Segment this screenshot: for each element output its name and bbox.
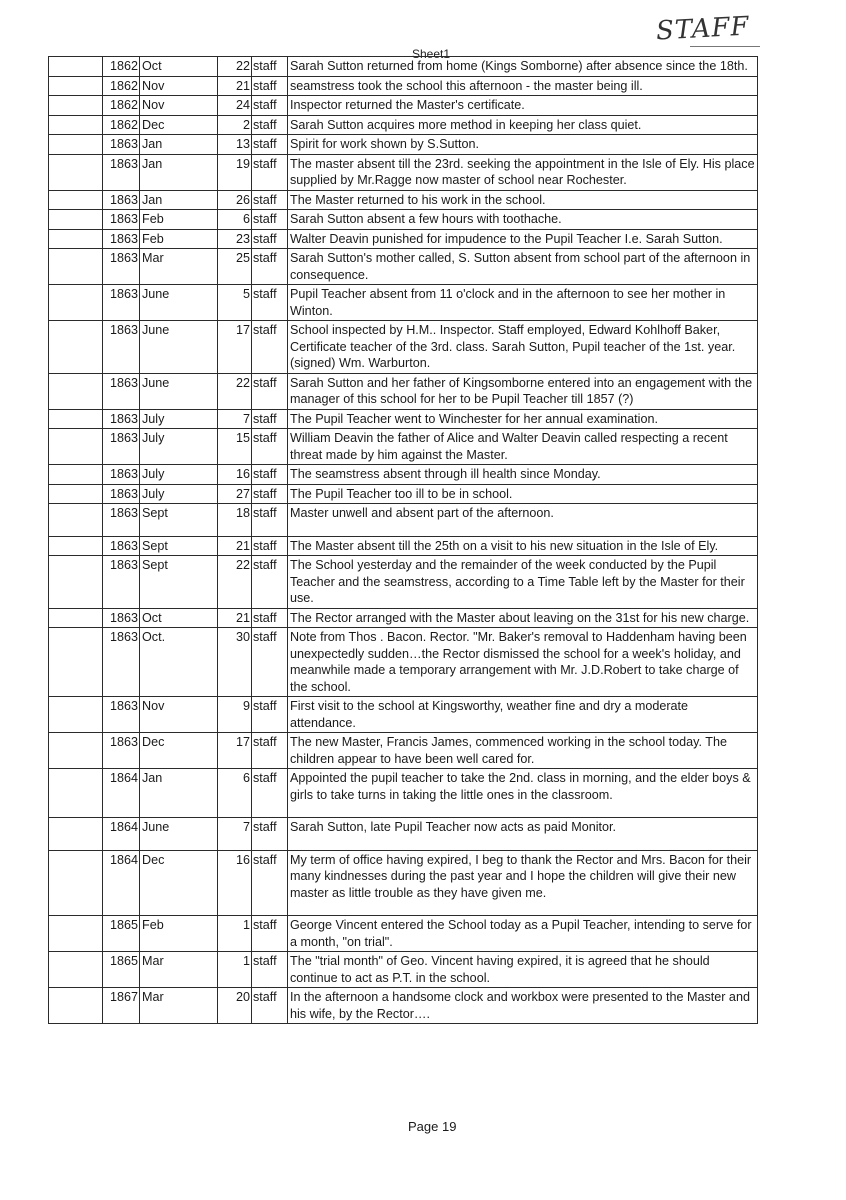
entry-cell: The Master returned to his work in the school.	[288, 190, 758, 210]
blank-cell	[49, 76, 103, 96]
table-row	[49, 409, 758, 429]
day-cell: 6	[218, 210, 252, 230]
table-row	[49, 818, 758, 851]
month-cell: Sept	[140, 556, 218, 609]
year-cell: 1863	[103, 733, 140, 769]
entry-cell: George Vincent entered the School today as a Pupil Teacher, intending to serve for a month, "on trial".	[288, 916, 758, 952]
day-cell: 1	[218, 916, 252, 952]
day-cell: 22	[218, 57, 252, 77]
entry-cell: In the afternoon a handsome clock and workbox were presented to the Master and his wife, by the Rector….	[288, 988, 758, 1024]
table-row	[49, 628, 758, 697]
year-cell: 1862	[103, 76, 140, 96]
blank-cell	[49, 536, 103, 556]
table-row	[49, 115, 758, 135]
day-cell: 7	[218, 409, 252, 429]
blank-cell	[49, 465, 103, 485]
table-row	[49, 210, 758, 230]
blank-cell	[49, 769, 103, 818]
year-cell: 1863	[103, 135, 140, 155]
day-cell: 9	[218, 697, 252, 733]
table-row	[49, 96, 758, 116]
year-cell: 1862	[103, 115, 140, 135]
table-row	[49, 556, 758, 609]
handwritten-staff-tag: STAFF	[655, 11, 751, 47]
month-cell: June	[140, 285, 218, 321]
day-cell: 7	[218, 818, 252, 851]
year-cell: 1863	[103, 484, 140, 504]
category-cell: staff	[252, 96, 288, 116]
entry-cell: The Rector arranged with the Master about leaving on the 31st for his new charge.	[288, 608, 758, 628]
entry-cell: First visit to the school at Kingsworthy, weather fine and dry a moderate attendance.	[288, 697, 758, 733]
page-number: Page 19	[408, 1119, 457, 1134]
blank-cell	[49, 429, 103, 465]
year-cell: 1863	[103, 504, 140, 537]
month-cell: July	[140, 484, 218, 504]
entry-cell: Spirit for work shown by S.Sutton.	[288, 135, 758, 155]
sheet-label: Sheet1	[412, 47, 451, 61]
day-cell: 27	[218, 484, 252, 504]
year-cell: 1863	[103, 229, 140, 249]
entry-cell: seamstress took the school this afternoon - the master being ill.	[288, 76, 758, 96]
day-cell: 19	[218, 154, 252, 190]
entry-cell: My term of office having expired, I beg to thank the Rector and Mrs. Bacon for their many kindnesses during the past year and I hope the children will give their new master as little trouble as they have given me.	[288, 850, 758, 916]
year-cell: 1863	[103, 249, 140, 285]
category-cell: staff	[252, 115, 288, 135]
category-cell: staff	[252, 76, 288, 96]
month-cell: July	[140, 429, 218, 465]
table-row	[49, 135, 758, 155]
category-cell: staff	[252, 850, 288, 916]
category-cell: staff	[252, 556, 288, 609]
entry-cell: Walter Deavin punished for impudence to the Pupil Teacher I.e. Sarah Sutton.	[288, 229, 758, 249]
category-cell: staff	[252, 818, 288, 851]
category-cell: staff	[252, 628, 288, 697]
blank-cell	[49, 210, 103, 230]
blank-cell	[49, 96, 103, 116]
day-cell: 1	[218, 952, 252, 988]
log-table	[48, 56, 758, 1024]
day-cell: 5	[218, 285, 252, 321]
blank-cell	[49, 229, 103, 249]
year-cell: 1863	[103, 465, 140, 485]
entry-cell: Sarah Sutton and her father of Kingsomborne entered into an engagement with the manager of this school for her to be Pupil Teacher till 1857 (?)	[288, 373, 758, 409]
year-cell: 1863	[103, 556, 140, 609]
day-cell: 21	[218, 536, 252, 556]
day-cell: 15	[218, 429, 252, 465]
table-row	[49, 373, 758, 409]
year-cell: 1863	[103, 628, 140, 697]
month-cell: Oct.	[140, 628, 218, 697]
entry-cell: The Pupil Teacher went to Winchester for her annual examination.	[288, 409, 758, 429]
month-cell: Feb	[140, 229, 218, 249]
table-row	[49, 769, 758, 818]
category-cell: staff	[252, 57, 288, 77]
category-cell: staff	[252, 952, 288, 988]
blank-cell	[49, 850, 103, 916]
entry-cell: The "trial month" of Geo. Vincent having expired, it is agreed that he should continue to act as P.T. in the school.	[288, 952, 758, 988]
category-cell: staff	[252, 536, 288, 556]
table-row	[49, 57, 758, 77]
entry-cell: Inspector returned the Master's certificate.	[288, 96, 758, 116]
table-row	[49, 916, 758, 952]
category-cell: staff	[252, 504, 288, 537]
category-cell: staff	[252, 988, 288, 1024]
entry-cell: Sarah Sutton absent a few hours with toothache.	[288, 210, 758, 230]
category-cell: staff	[252, 484, 288, 504]
handwritten-underline	[690, 46, 760, 47]
blank-cell	[49, 504, 103, 537]
year-cell: 1867	[103, 988, 140, 1024]
blank-cell	[49, 818, 103, 851]
month-cell: Mar	[140, 952, 218, 988]
blank-cell	[49, 628, 103, 697]
table-row	[49, 285, 758, 321]
table-row	[49, 229, 758, 249]
category-cell: staff	[252, 249, 288, 285]
month-cell: Feb	[140, 916, 218, 952]
category-cell: staff	[252, 285, 288, 321]
category-cell: staff	[252, 190, 288, 210]
entry-cell: Sarah Sutton's mother called, S. Sutton absent from school part of the afternoon in consequence.	[288, 249, 758, 285]
table-row	[49, 608, 758, 628]
blank-cell	[49, 916, 103, 952]
entry-cell: The Master absent till the 25th on a visit to his new situation in the Isle of Ely.	[288, 536, 758, 556]
year-cell: 1863	[103, 210, 140, 230]
year-cell: 1864	[103, 769, 140, 818]
year-cell: 1863	[103, 697, 140, 733]
year-cell: 1863	[103, 536, 140, 556]
category-cell: staff	[252, 210, 288, 230]
entry-cell: School inspected by H.M.. Inspector. Staff employed, Edward Kohlhoff Baker, Certificate teacher of the 3rd. class. Sarah Sutton, Pupil teacher of the 1st. year. (signed) Wm. Warburton.	[288, 321, 758, 374]
month-cell: July	[140, 465, 218, 485]
entry-cell: Sarah Sutton acquires more method in keeping her class quiet.	[288, 115, 758, 135]
blank-cell	[49, 556, 103, 609]
entry-cell: Note from Thos . Bacon. Rector. "Mr. Baker's removal to Haddenham having been unexpectedly sudden…the Rector dismissed the school for a week's holiday, and meanwhile made a temporary arrangement with Mr. J.D.Robert to take charge of the school.	[288, 628, 758, 697]
blank-cell	[49, 154, 103, 190]
day-cell: 17	[218, 321, 252, 374]
category-cell: staff	[252, 429, 288, 465]
year-cell: 1862	[103, 96, 140, 116]
year-cell: 1863	[103, 429, 140, 465]
entry-cell: Sarah Sutton returned from home (Kings Somborne) after absence since the 18th.	[288, 57, 758, 77]
table-row	[49, 429, 758, 465]
entry-cell: The seamstress absent through ill health since Monday.	[288, 465, 758, 485]
blank-cell	[49, 484, 103, 504]
year-cell: 1863	[103, 190, 140, 210]
month-cell: Nov	[140, 96, 218, 116]
table-row	[49, 465, 758, 485]
year-cell: 1863	[103, 285, 140, 321]
day-cell: 23	[218, 229, 252, 249]
category-cell: staff	[252, 229, 288, 249]
day-cell: 26	[218, 190, 252, 210]
day-cell: 21	[218, 76, 252, 96]
category-cell: staff	[252, 769, 288, 818]
day-cell: 16	[218, 465, 252, 485]
month-cell: Oct	[140, 608, 218, 628]
month-cell: Feb	[140, 210, 218, 230]
day-cell: 16	[218, 850, 252, 916]
category-cell: staff	[252, 465, 288, 485]
category-cell: staff	[252, 608, 288, 628]
category-cell: staff	[252, 409, 288, 429]
blank-cell	[49, 697, 103, 733]
month-cell: June	[140, 373, 218, 409]
category-cell: staff	[252, 135, 288, 155]
month-cell: Jan	[140, 154, 218, 190]
table-row	[49, 952, 758, 988]
day-cell: 2	[218, 115, 252, 135]
day-cell: 13	[218, 135, 252, 155]
category-cell: staff	[252, 373, 288, 409]
day-cell: 25	[218, 249, 252, 285]
blank-cell	[49, 115, 103, 135]
day-cell: 20	[218, 988, 252, 1024]
entry-cell: Master unwell and absent part of the afternoon.	[288, 504, 758, 537]
year-cell: 1863	[103, 608, 140, 628]
year-cell: 1862	[103, 57, 140, 77]
table-row	[49, 249, 758, 285]
month-cell: Sept	[140, 504, 218, 537]
entry-cell: The master absent till the 23rd. seeking the appointment in the Isle of Ely. His place supplied by Mr.Ragge now master of school near Rochester.	[288, 154, 758, 190]
day-cell: 21	[218, 608, 252, 628]
blank-cell	[49, 952, 103, 988]
blank-cell	[49, 321, 103, 374]
month-cell: Mar	[140, 988, 218, 1024]
table-row	[49, 536, 758, 556]
entry-cell: Appointed the pupil teacher to take the 2nd. class in morning, and the elder boys & girls to take turns in taking the little ones in the classroom.	[288, 769, 758, 818]
day-cell: 22	[218, 556, 252, 609]
day-cell: 30	[218, 628, 252, 697]
category-cell: staff	[252, 697, 288, 733]
table-row	[49, 697, 758, 733]
day-cell: 24	[218, 96, 252, 116]
year-cell: 1863	[103, 321, 140, 374]
table-row	[49, 76, 758, 96]
month-cell: June	[140, 321, 218, 374]
table-row	[49, 504, 758, 537]
table-row	[49, 321, 758, 374]
entry-cell: The School yesterday and the remainder of the week conducted by the Pupil Teacher and the seamstress, according to a Time Table left by the Master for their use.	[288, 556, 758, 609]
month-cell: Dec	[140, 115, 218, 135]
year-cell: 1864	[103, 818, 140, 851]
month-cell: Jan	[140, 190, 218, 210]
month-cell: Dec	[140, 733, 218, 769]
month-cell: Nov	[140, 76, 218, 96]
entry-cell: Sarah Sutton, late Pupil Teacher now acts as paid Monitor.	[288, 818, 758, 851]
blank-cell	[49, 409, 103, 429]
category-cell: staff	[252, 916, 288, 952]
year-cell: 1864	[103, 850, 140, 916]
table-row	[49, 484, 758, 504]
blank-cell	[49, 57, 103, 77]
month-cell: Dec	[140, 850, 218, 916]
table-row	[49, 988, 758, 1024]
blank-cell	[49, 249, 103, 285]
blank-cell	[49, 988, 103, 1024]
month-cell: Mar	[140, 249, 218, 285]
table-row	[49, 850, 758, 916]
year-cell: 1863	[103, 154, 140, 190]
table-row	[49, 190, 758, 210]
year-cell: 1865	[103, 916, 140, 952]
day-cell: 18	[218, 504, 252, 537]
entry-cell: The Pupil Teacher too ill to be in school.	[288, 484, 758, 504]
category-cell: staff	[252, 154, 288, 190]
month-cell: Oct	[140, 57, 218, 77]
log-table-container	[48, 56, 758, 1024]
month-cell: Jan	[140, 769, 218, 818]
blank-cell	[49, 135, 103, 155]
blank-cell	[49, 285, 103, 321]
month-cell: July	[140, 409, 218, 429]
month-cell: Sept	[140, 536, 218, 556]
category-cell: staff	[252, 733, 288, 769]
blank-cell	[49, 373, 103, 409]
log-table-body	[49, 57, 758, 1024]
month-cell: Nov	[140, 697, 218, 733]
table-row	[49, 154, 758, 190]
blank-cell	[49, 190, 103, 210]
year-cell: 1863	[103, 373, 140, 409]
year-cell: 1865	[103, 952, 140, 988]
table-row	[49, 733, 758, 769]
year-cell: 1863	[103, 409, 140, 429]
month-cell: June	[140, 818, 218, 851]
month-cell: Jan	[140, 135, 218, 155]
entry-cell: The new Master, Francis James, commenced working in the school today. The children appear to have been well cared for.	[288, 733, 758, 769]
entry-cell: William Deavin the father of Alice and Walter Deavin called respecting a recent threat made by him against the Master.	[288, 429, 758, 465]
day-cell: 17	[218, 733, 252, 769]
entry-cell: Pupil Teacher absent from 11 o'clock and in the afternoon to see her mother in Winton.	[288, 285, 758, 321]
blank-cell	[49, 608, 103, 628]
day-cell: 22	[218, 373, 252, 409]
category-cell: staff	[252, 321, 288, 374]
day-cell: 6	[218, 769, 252, 818]
blank-cell	[49, 733, 103, 769]
